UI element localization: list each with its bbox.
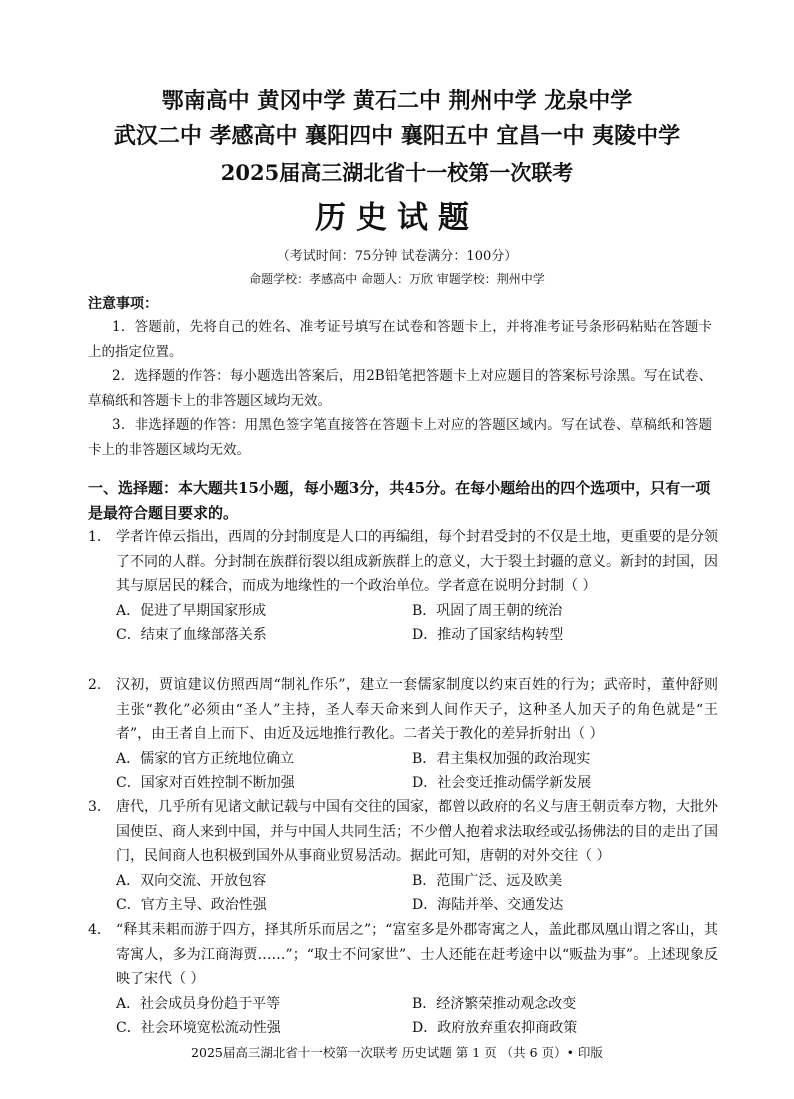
option-b: B．经济繁荣推动观念改变 bbox=[412, 995, 577, 1012]
option-a: A．促进了早期国家形成 bbox=[116, 602, 267, 619]
subject-title: 历史试题 bbox=[315, 200, 479, 236]
exam-title: 2025届高三湖北省十一校第一次联考 bbox=[220, 160, 574, 185]
option-c: C．官方主导、政治性强 bbox=[116, 897, 267, 913]
options bbox=[116, 869, 718, 918]
question-number: 4. bbox=[88, 922, 102, 938]
question-stem: 学者许倬云指出，西周的分封制度是人口的再编组，每个封君受封的不仅是土地，更重要的是分领了不同的人群。分封制在族群衍裂以组成新族群上的意义，大于裂土封疆的意义。新封的封国，因其与原居民的糅合，而成为地缘性的一个政治单位。学者意在说明分封制（ ） bbox=[116, 529, 718, 594]
option-d: D．社会变迁推动儒学新发展 bbox=[412, 775, 592, 791]
author-info: 命题学校：孝感高中 命题人：万欣 审题学校：荆州中学 bbox=[249, 272, 545, 286]
question-1 bbox=[88, 525, 718, 648]
option-c: C．社会环境宽松流动性强 bbox=[116, 1020, 281, 1036]
section-title: 一、选择题：本大题共15小题，每小题3分，共45分。在每小题给出的四个选项中，只有一项是最符合题目要求的。 bbox=[88, 479, 711, 522]
question-stem: “释其耒耜而游于四方，择其所乐而居之”；“富室多是外郡寄寓之人，盖此郡凤凰山谓之客山，其寄寓人，多为江商海贾……”；“取士不问家世”、士人还能在赶考途中以“贩盐为事”。上述现象反映了宋代（ ） bbox=[116, 922, 718, 987]
school-list-line-2: 武汉二中 孝感高中 襄阳四中 襄阳五中 宜昌一中 夷陵中学 bbox=[113, 123, 681, 149]
option-d: D．推动了国家结构转型 bbox=[412, 627, 564, 643]
options bbox=[116, 992, 718, 1041]
question-stem: 汉初，贾谊建议仿照西周“制礼作乐”，建立一套儒家制度以约束百姓的行为；武帝时，董仲舒则主张“教化”必须由“圣人”主持，圣人奉天命来到人间作天子，这种圣人加天子的角色就是“王者”，由王者自上而下、由近及远地推行教化。二者关于教化的差异折射出（ ） bbox=[116, 677, 718, 742]
question-3 bbox=[88, 795, 718, 918]
question-number: 2. bbox=[88, 677, 102, 693]
option-c: C．结束了血缘部落关系 bbox=[116, 627, 267, 643]
notice-item-1: 1．答题前，先将自己的姓名、准考证号填写在试卷和答题卡上，并将准考证号条形码粘贴在答题卡上的指定位置。 bbox=[88, 319, 712, 360]
option-d: D．海陆并举、交通发达 bbox=[412, 897, 564, 913]
question-number: 1. bbox=[88, 529, 102, 545]
question-number: 3. bbox=[88, 799, 102, 815]
question-2 bbox=[88, 673, 718, 796]
page-footer: 2025届高三湖北省十一校第一次联考 历史试题 第 1 页 （共 6 页）• 印版 bbox=[191, 1045, 603, 1060]
question-4 bbox=[88, 918, 718, 1041]
option-c: C．国家对百姓控制不断加强 bbox=[116, 775, 295, 791]
option-d: D．政府放弃重农抑商政策 bbox=[412, 1020, 578, 1036]
question-stem: 唐代，几乎所有见诸文献记载与中国有交往的国家，都曾以政府的名义与唐王朝贡奉方物，大批外国使臣、商人来到中国，并与中国人共同生活；不少僧人抱着求法取经或弘扬佛法的目的走出了国门，民间商人也积极到国外从事商业贸易活动。据此可知，唐朝的对外交往（ ） bbox=[116, 799, 718, 864]
option-a: A．社会成员身份趋于平等 bbox=[116, 995, 281, 1012]
option-a: A．双向交流、开放包容 bbox=[116, 872, 267, 889]
option-b: B．君主集权加强的政治现实 bbox=[412, 750, 591, 767]
options bbox=[116, 599, 718, 648]
option-b: B．巩固了周王朝的统治 bbox=[412, 602, 563, 619]
exam-time-info: （考试时间：75分钟 试卷满分：100分） bbox=[276, 249, 518, 264]
notice-item-2: 2．选择题的作答：每小题选出答案后，用2B铅笔把答题卡上对应题目的答案标号涂黑。写在试卷、草稿纸和答题卡上的非答题区域均无效。 bbox=[88, 368, 712, 409]
notice-title: 注意事项： bbox=[88, 296, 158, 312]
options bbox=[116, 747, 718, 796]
school-list-line-1: 鄂南高中 黄冈中学 黄石二中 荆州中学 龙泉中学 bbox=[161, 88, 633, 114]
option-b: B．范围广泛、远及欧美 bbox=[412, 872, 563, 889]
option-a: A．儒家的官方正统地位确立 bbox=[116, 750, 295, 767]
notice-item-3: 3．非选择题的作答：用黑色签字笔直接答在答题卡上对应的答题区域内。写在试卷、草稿纸和答题卡上的非答题区域均无效。 bbox=[88, 417, 712, 458]
